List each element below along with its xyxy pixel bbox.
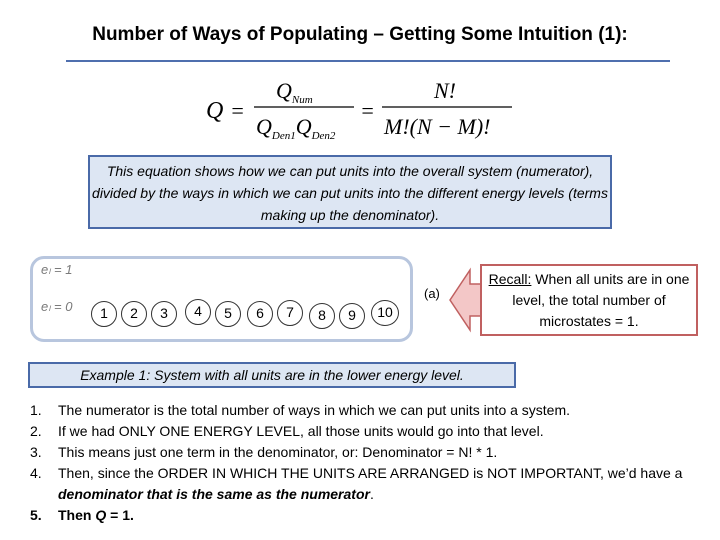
- step-text-part: Then, since the ORDER IN WHICH THE UNITS ARE ARRANGED is NOT IMPORTANT, we’d have a: [58, 465, 683, 481]
- unit-circle: 9: [339, 303, 365, 329]
- list-item: [30, 463, 710, 505]
- step-text: [58, 505, 710, 526]
- eq-den1: $Q_{Den1}Q_{Den2}$: [256, 114, 336, 142]
- level-lower-label: eₗ = 0: [41, 299, 73, 314]
- unit-circle: 5: [215, 301, 241, 327]
- example-label: Example 1: System with all units are in the lower energy level.: [28, 362, 516, 388]
- step-text: This means just one term in the denominator, or: Denominator = N! * 1.: [58, 444, 498, 460]
- step-number: 2.: [30, 423, 42, 439]
- eq-lhs: Q: [206, 98, 224, 124]
- eq-num2: N!: [434, 78, 456, 103]
- unit-circle: 3: [151, 301, 177, 327]
- list-item: [30, 400, 710, 421]
- recall-note: [480, 264, 698, 336]
- recall-lead: Recall:: [488, 271, 532, 287]
- unit-circle: 10: [371, 300, 399, 326]
- page-title: Number of Ways of Populating – Getting Some Intuition (1):: [92, 24, 628, 45]
- step-number: 1.: [30, 402, 42, 418]
- step-number: 4.: [30, 465, 42, 481]
- eq-equals-2: =: [360, 98, 375, 123]
- eq-equals-1: =: [230, 98, 245, 123]
- unit-circle: 8: [309, 303, 335, 329]
- eq-den2: M!(N − M)!: [384, 114, 491, 139]
- figure-tag: (a): [424, 286, 440, 301]
- list-item: [30, 442, 710, 463]
- partition-equation: [206, 76, 516, 146]
- step-text-part: = 1.: [106, 507, 134, 523]
- step-text-emphasis: Q: [95, 507, 107, 523]
- step-text: [58, 463, 710, 505]
- equation-explanation: This equation shows how we can put units into the overall system (numerator), divided by the ways in which we can put units into the different energy levels (terms making up the denominator).: [88, 155, 612, 229]
- step-text-part: .: [369, 486, 374, 502]
- unit-circle: 1: [91, 301, 117, 327]
- step-number: 5.: [30, 507, 42, 523]
- steps-list: [30, 400, 710, 526]
- list-item: [30, 421, 710, 442]
- unit-circle: 2: [121, 301, 147, 327]
- step-text: The numerator is the total number of ways in which we can put units into a system.: [58, 402, 571, 418]
- step-number: 3.: [30, 444, 42, 460]
- unit-circle: 4: [185, 299, 211, 325]
- unit-circle: 6: [247, 301, 273, 327]
- eq-num1: $Q_{Num}$: [276, 78, 313, 106]
- list-item: [30, 505, 710, 526]
- level-upper-label: eₗ = 1: [41, 262, 73, 277]
- step-text: If we had ONLY ONE ENERGY LEVEL, all those units would go into that level.: [58, 423, 544, 439]
- energy-level-figure: [30, 256, 413, 342]
- step-text-part: Then: [58, 507, 96, 523]
- title-underline: [66, 60, 670, 62]
- recall-text: When all units are in one level, the total number of microstates = 1.: [512, 271, 690, 329]
- step-text-emphasis: denominator that is the same as the numerator: [58, 486, 370, 502]
- unit-circle: 7: [277, 300, 303, 326]
